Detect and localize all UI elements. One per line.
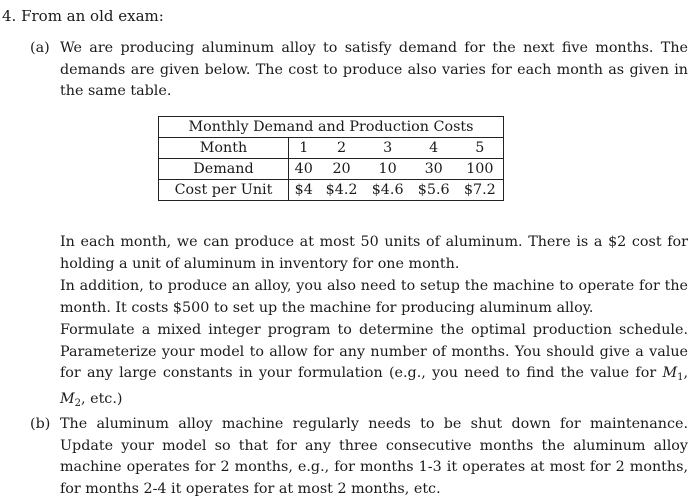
part-a-paragraph-capacity: In each month, we can produce at most 50 units of aluminum. There is a $2 cost for holding a unit of aluminum in inventory for one month. <box>60 234 688 272</box>
table-row <box>159 159 504 180</box>
formulate-tail: , etc.) <box>81 390 123 407</box>
demand-cost-table-wrap <box>158 116 504 201</box>
table-cell: $4.2 <box>319 180 365 201</box>
part-a-paragraph-setup: In addition, to produce an alloy, you also need to setup the machine to operate for the month. It costs $500 to set up the machine for producing aluminum alloy. <box>60 278 688 316</box>
row-header-month: Month <box>159 138 289 159</box>
table-cell: $4.6 <box>365 180 411 201</box>
row-header-demand: Demand <box>159 159 289 180</box>
demand-cost-table <box>158 116 504 201</box>
math-sub-2: 2 <box>74 397 82 409</box>
table-cell: 100 <box>457 159 504 180</box>
math-comma: , <box>683 365 688 381</box>
math-sub-1: 1 <box>677 372 684 383</box>
table-cell: 2 <box>319 138 365 159</box>
problem-header: 4. From an old exam: <box>2 7 164 25</box>
table-cell: $7.2 <box>457 180 504 201</box>
table-cell: 1 <box>288 138 318 159</box>
table-cell: 5 <box>457 138 504 159</box>
part-b-label: (b) <box>30 416 51 432</box>
table-cell: 3 <box>365 138 411 159</box>
row-header-cost: Cost per Unit <box>159 180 289 201</box>
table-row <box>159 138 504 159</box>
table-cell: 10 <box>365 159 411 180</box>
table-row <box>159 180 504 201</box>
part-a-paragraph-formulate <box>60 320 688 414</box>
part-a-label: (a) <box>30 40 50 56</box>
table-cell: 20 <box>319 159 365 180</box>
math-m2: M <box>60 390 75 407</box>
table-cell: 40 <box>288 159 318 180</box>
table-caption-row <box>159 117 504 138</box>
table-cell: $5.6 <box>411 180 457 201</box>
part-a-intro: We are producing aluminum alloy to satisfy demand for the next five months. The demands are given below. The cost to produce also varies for each month as given in the same table. <box>60 40 688 99</box>
table-caption: Monthly Demand and Production Costs <box>159 117 504 138</box>
formulate-text: Formulate a mixed integer program to determine the optimal production schedule. Parameterize your model to allow for any number of months. You should give a value for any large constants in your formulation (e.g., you need to find the value for <box>60 322 688 381</box>
math-m1: M <box>662 365 678 381</box>
part-a <box>30 38 688 103</box>
table-cell: 4 <box>411 138 457 159</box>
part-b-text: The aluminum alloy machine regularly needs to be shut down for maintenance. Update your model so that for any three consecutive months the aluminum alloy machine operates for 2 months, e.g., for months 1-3 it operates at most for 2 months, for months 2-4 it operates for at most 2 months, etc. <box>60 416 688 497</box>
table-cell: 30 <box>411 159 457 180</box>
part-b <box>30 414 688 500</box>
table-cell: $4 <box>288 180 318 201</box>
